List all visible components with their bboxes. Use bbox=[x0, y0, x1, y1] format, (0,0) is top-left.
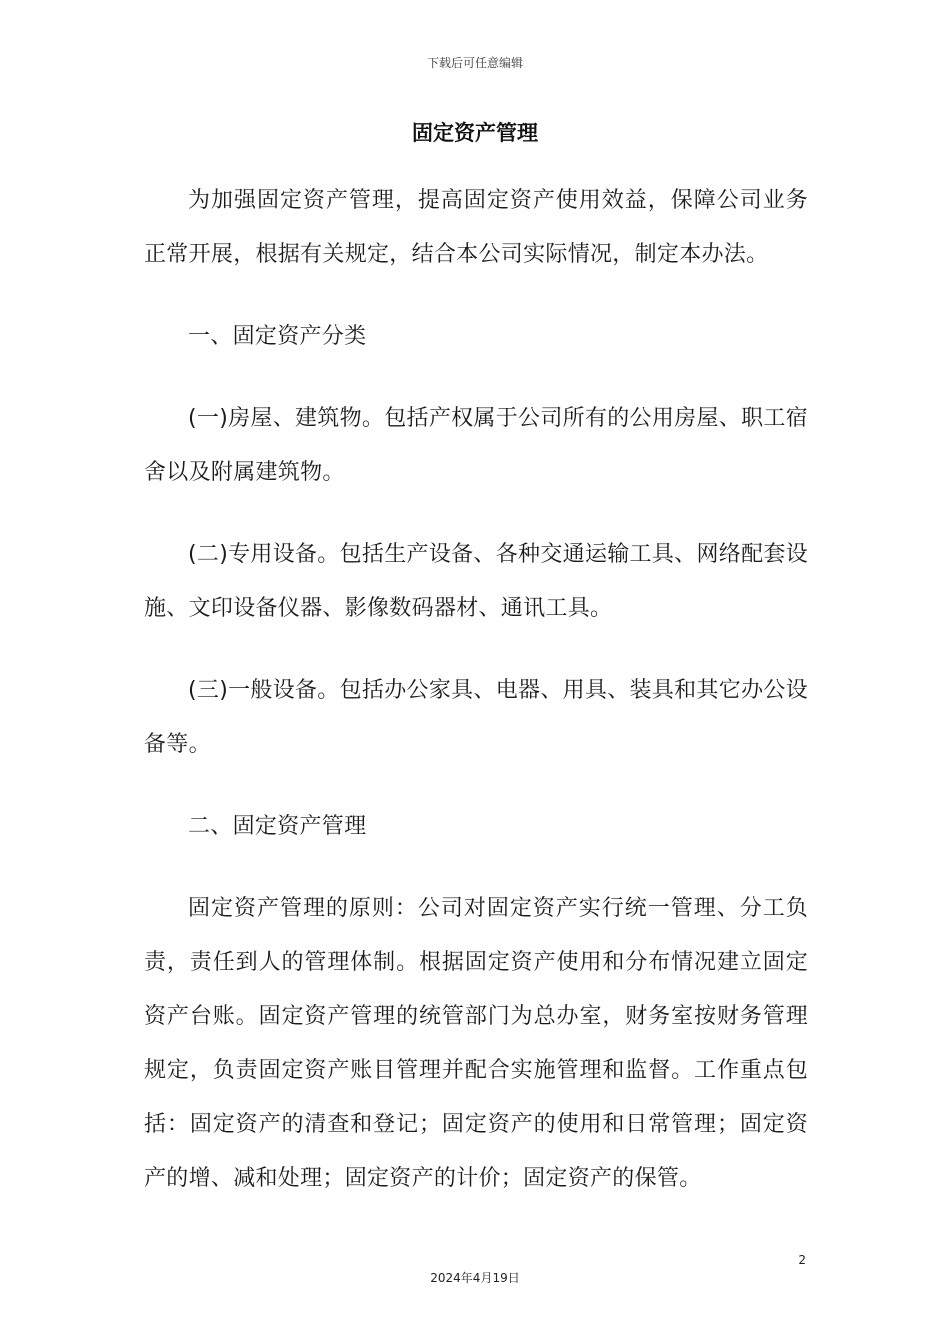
paragraph-buildings: (一)房屋、建筑物。包括产权属于公司所有的公用房屋、职工宿舍以及附属建筑物。 bbox=[144, 406, 808, 485]
paragraph-general-equipment: (三)一般设备。包括办公家具、电器、用具、装具和其它办公设备等。 bbox=[144, 678, 808, 757]
page-number: 2 bbox=[798, 1253, 806, 1267]
section-heading-management: 二、固定资产管理 bbox=[188, 814, 367, 839]
section-heading-classification: 一、固定资产分类 bbox=[188, 324, 367, 349]
footer-date: 2024年4月19日 bbox=[430, 1271, 520, 1285]
document-title: 固定资产管理 bbox=[412, 121, 538, 145]
paragraph-intro: 为加强固定资产管理，提高固定资产使用效益，保障公司业务正常开展，根据有关规定，结合本公司实际情况，制定本办法。 bbox=[144, 188, 808, 267]
paragraph-special-equipment: (二)专用设备。包括生产设备、各种交通运输工具、网络配套设施、文印设备仪器、影像数码器材、通讯工具。 bbox=[144, 542, 808, 621]
paragraph-management-principles: 固定资产管理的原则：公司对固定资产实行统一管理、分工负责，责任到人的管理体制。根据固定资产使用和分布情况建立固定资产台账。固定资产管理的统管部门为总办室，财务室按财务管理规定，负责固定资产账目管理并配合实施管理和监督。工作重点包括：固定资产的清查和登记；固定资产的使用和日常管理；固定资产的增、减和处理；固定资产的计价；固定资产的保管。 bbox=[144, 896, 808, 1191]
document-body bbox=[144, 174, 808, 1234]
page-header-note: 下载后可任意编辑 bbox=[426, 56, 523, 70]
